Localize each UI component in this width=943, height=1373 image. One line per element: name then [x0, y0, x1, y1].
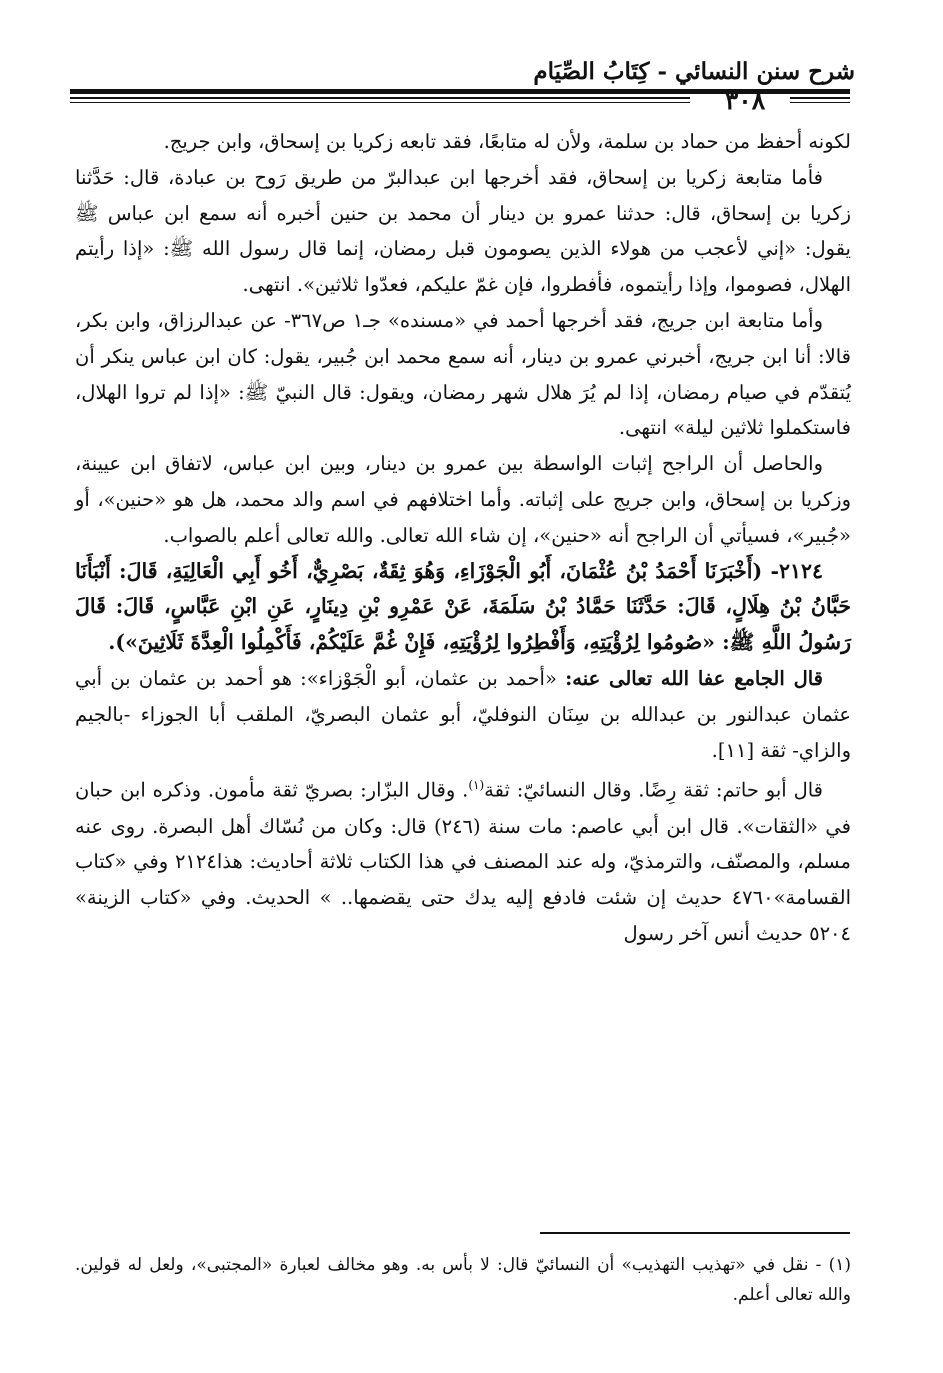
paragraph-1: لكونه أحفظ من حماد بن سلمة، ولأن له متابعًا، فقد تابعه زكريا بن إسحاق، وابن جريج. — [163, 130, 851, 153]
header-rule-thin-lower — [70, 102, 690, 103]
header-rule-right-lower — [790, 102, 850, 103]
running-title: شرح سنن النسائي - كِتَابُ الصِّيَام — [533, 58, 855, 85]
paragraph-6-rest: . وقال البزّار: بصريّ ثقة مأمون. وذكره ابن حبان في «الثقات». قال ابن أبي عاصم: مات سنة (٢٤٦) قال: وكان من نُسّاك أهل البصرة. روى عنه مسلم، والمصنّف، والترمذيّ، وله عند المصنف في هذا الكتاب ثلاثة أحاديث: هذا٢١٢٤ وفي «كتاب القسامة»٤٧٦٠ حديث إن شئت فادفع إليه يدك حتى يقضمها.. » الحديث. وفي «كتاب الزينة» ٥٢٠٤ حديث أنس آخر رسول — [75, 778, 852, 946]
body-text — [75, 124, 851, 952]
paragraph-6 — [75, 768, 851, 951]
footnote-rule — [540, 1232, 850, 1234]
paragraph-4: والحاصل أن الراجح إثبات الواسطة بين عمرو بن دينار، وبين ابن عباس، لاتفاق ابن عيينة، وزكريا بن إسحاق، وابن جريج على إثباته. وأما اختلافهم في اسم والد محمد، هل هو «حنين»، أو «جُبير»، فسيأتي أن الراجح أنه «حنين»، إن شاء الله تعالى. والله تعالى أعلم بالصواب. — [75, 452, 851, 547]
commentary-text: «أحمد بن عثمان، أبو الْجَوْزاء»: هو أحمد بن عثمان بن أبي عثمان عبدالنور بن عبدالله بن سِنَان النوفليّ، أبو عثمان البصريّ، الملقب أبا الجوزاء -بالجيم والزاي- ثقة [١١]. — [75, 666, 851, 762]
paragraph-3: وأما متابعة ابن جريج، فقد أخرجها أحمد في «مسنده» جـ١ ص٣٦٧- عن عبدالرزاق، وابن بكر، قالا: أنا ابن جريج، أخبرني عمرو بن دينار، أنه سمع محمد ابن جُبير، يقول: كان ابن عباس ينكر أن يُتقدّم في صيام رمضان، إذا لم يُرَ هلال شهر رمضان، ويقول: قال النبيّ ﷺ: «إذا لم تروا الهلال، فاستكملوا ثلاثين ليلة» انتهى. — [75, 308, 851, 440]
hadith-text: ٢١٢٤- (أَخْبَرَنَا أَحْمَدُ بْنُ عُثْمَانَ، أَبُو الْجَوْزَاءِ، وَهُوَ ثِقَةٌ، بَصْرِيٌّ، أَخُو أَبِي الْعَالِيَةِ، قَالَ: أَنْبَأَنَا حَبَّانُ بْنُ هِلَالٍ، قَالَ: حَدَّثَنَا حَمَّادُ بْنُ سَلَمَةَ، عَنْ عَمْرِو بْنِ دِينَارٍ، عَنِ ابْنِ عَبَّاسٍ، قَالَ: قَالَ رَسُولُ اللَّهِ ﷺ: «صُومُوا لِرُؤْيَتِهِ، وَأَفْطِرُوا لِرُؤْيَتِهِ، فَإِنْ غُمَّ عَلَيْكُمْ، فَأَكْمِلُوا الْعِدَّةَ ثَلَاثِينَ»). — [75, 558, 851, 655]
header-rule-thin — [70, 97, 690, 99]
footnote-marker: (١) — [468, 778, 485, 793]
footnote-1: (١) - نقل في «تهذيب التهذيب» أن النسائيّ قال: لا بأس به. وهو مخالف لعبارة «المجتبى»، ولعل له قولين. والله تعالى أعلم. — [75, 1255, 851, 1305]
footnotes — [75, 1250, 851, 1310]
paragraph-2: فأما متابعة زكريا بن إسحاق، فقد أخرجها ابن عبدالبرّ من طريق رَوح بن عبادة، قال: حَدَّثنا زكريا بن إسحاق، قال: حدثنا عمرو بن دينار أن محمد بن حنين أخبره أنه سمع ابن عباس ﷺ يقول: «إني لأعجب من هولاء الذين يصومون قبل رمضان، إنما قال رسول الله ﷺ: «إذا رأيتم الهلال، فصوموا، وإذا رأيتموه، فأفطروا، فإن غمّ عليكم، فعدّوا ثلاثين». انتهى. — [75, 165, 851, 297]
paragraph-5 — [75, 661, 851, 768]
paragraph-6-start: قال أبو حاتم: ثقة رِضًا. وقال النسائيّ: ثقة — [484, 778, 823, 802]
commentary-lead: قال الجامع عفا الله تعالى عنه: — [565, 666, 823, 690]
page-number: ٣٠٨ — [724, 86, 766, 115]
header-rule-right — [790, 97, 850, 99]
